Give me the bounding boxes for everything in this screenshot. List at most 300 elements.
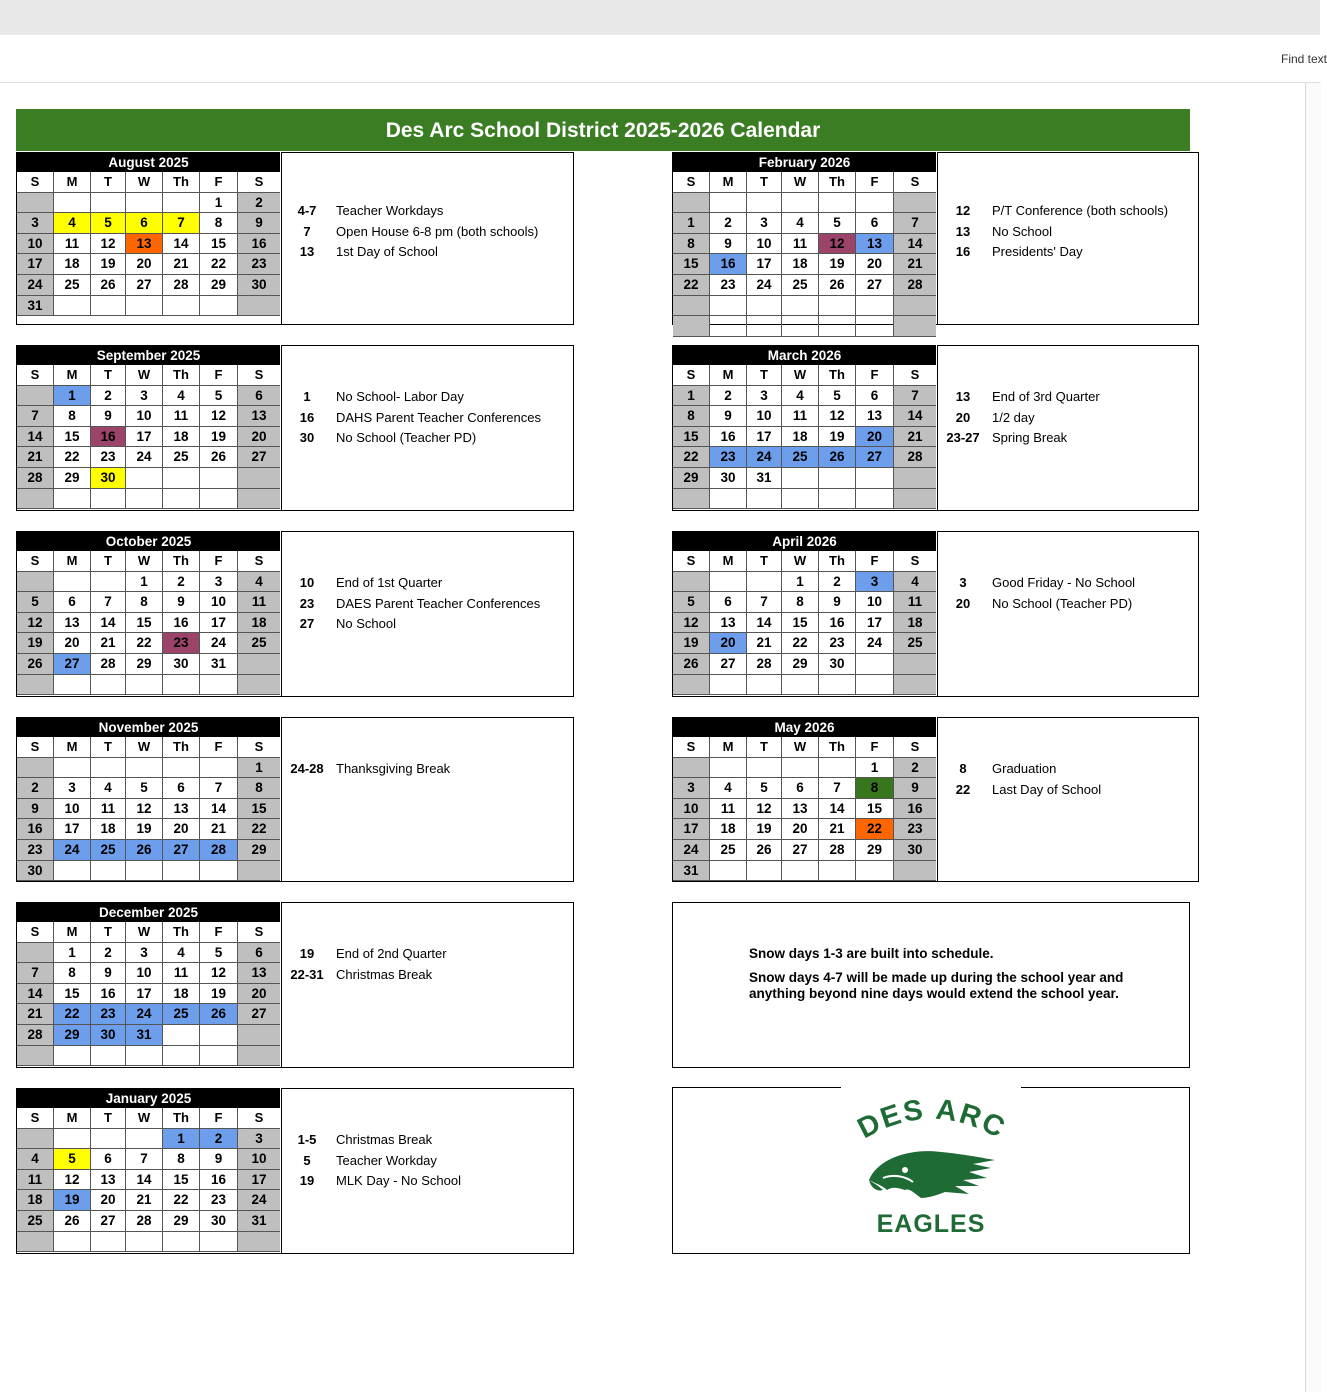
day-header: M bbox=[54, 737, 91, 758]
event-date: 16 bbox=[299, 409, 315, 425]
day-header: S bbox=[238, 365, 280, 386]
day-cell: 30 bbox=[200, 1211, 238, 1232]
day-cell: 5 bbox=[17, 592, 54, 613]
day-cell: 26 bbox=[819, 275, 856, 296]
event-row bbox=[282, 242, 573, 263]
day-cell: 11 bbox=[782, 234, 819, 255]
day-cell bbox=[126, 1046, 163, 1067]
event-description: P/T Conference (both schools) bbox=[992, 203, 1169, 218]
event-list bbox=[281, 345, 573, 510]
day-cell: 19 bbox=[747, 819, 782, 840]
event-description: No School- Labor Day bbox=[336, 389, 464, 404]
des-arc-eagles-logo bbox=[673, 1088, 1189, 1253]
day-cell bbox=[91, 1232, 126, 1253]
event-description: 1/2 day bbox=[992, 409, 1035, 425]
day-cell: 20 bbox=[856, 427, 894, 448]
day-cell: 12 bbox=[819, 406, 856, 427]
day-cell: 13 bbox=[782, 799, 819, 820]
day-cell: 25 bbox=[163, 1004, 200, 1025]
event-row bbox=[938, 594, 1198, 615]
day-cell: 31 bbox=[200, 654, 238, 675]
event-row bbox=[282, 614, 573, 635]
day-header: Th bbox=[163, 365, 200, 386]
day-cell: 22 bbox=[54, 447, 91, 468]
day-cell: 18 bbox=[894, 613, 936, 634]
day-cell bbox=[126, 861, 163, 882]
day-cell: 12 bbox=[91, 234, 126, 255]
day-cell: 18 bbox=[710, 819, 747, 840]
day-cell bbox=[710, 572, 747, 593]
day-cell bbox=[894, 861, 936, 882]
event-list bbox=[281, 902, 573, 1067]
day-cell: 7 bbox=[17, 963, 54, 984]
day-cell: 25 bbox=[710, 840, 747, 861]
day-cell: 4 bbox=[54, 213, 91, 234]
day-header: S bbox=[238, 551, 280, 572]
day-cell: 26 bbox=[200, 1004, 238, 1025]
day-cell: 2 bbox=[200, 1129, 238, 1150]
day-cell: 4 bbox=[894, 572, 936, 593]
day-header: T bbox=[747, 172, 782, 193]
day-cell: 18 bbox=[163, 984, 200, 1005]
day-cell: 13 bbox=[54, 613, 91, 634]
day-cell: 14 bbox=[17, 427, 54, 448]
day-cell bbox=[819, 193, 856, 214]
day-cell: 12 bbox=[673, 613, 710, 634]
day-header: Th bbox=[163, 551, 200, 572]
day-cell bbox=[710, 193, 747, 214]
day-cell: 16 bbox=[91, 427, 126, 448]
day-cell: 2 bbox=[238, 193, 280, 214]
day-cell: 2 bbox=[91, 943, 126, 964]
day-grid bbox=[17, 365, 280, 509]
day-cell bbox=[673, 316, 710, 337]
event-description: Graduation bbox=[992, 761, 1057, 776]
day-cell bbox=[17, 193, 54, 214]
event-row bbox=[938, 201, 1198, 222]
day-header: S bbox=[894, 551, 936, 572]
day-cell: 1 bbox=[163, 1129, 200, 1150]
day-cell: 8 bbox=[200, 213, 238, 234]
event-row bbox=[938, 780, 1198, 801]
day-cell: 28 bbox=[91, 654, 126, 675]
event-date: 20 bbox=[955, 595, 971, 611]
day-cell: 9 bbox=[91, 963, 126, 984]
day-header: Th bbox=[819, 172, 856, 193]
snow-days-note bbox=[672, 902, 1190, 1068]
day-cell: 15 bbox=[54, 984, 91, 1005]
day-cell bbox=[747, 758, 782, 779]
day-cell: 17 bbox=[126, 984, 163, 1005]
day-cell: 2 bbox=[17, 778, 54, 799]
day-header: S bbox=[894, 365, 936, 386]
day-cell: 28 bbox=[163, 275, 200, 296]
day-cell: 21 bbox=[126, 1190, 163, 1211]
day-cell: 28 bbox=[200, 840, 238, 861]
day-cell: 10 bbox=[17, 234, 54, 255]
day-cell: 27 bbox=[91, 1211, 126, 1232]
day-cell: 11 bbox=[782, 406, 819, 427]
day-cell bbox=[163, 193, 200, 214]
day-cell bbox=[126, 296, 163, 317]
day-cell bbox=[163, 468, 200, 489]
day-cell bbox=[856, 675, 894, 696]
day-cell: 13 bbox=[163, 799, 200, 820]
day-cell: 26 bbox=[54, 1211, 91, 1232]
day-cell: 27 bbox=[782, 840, 819, 861]
day-cell: 3 bbox=[747, 213, 782, 234]
month-calendar bbox=[17, 152, 280, 316]
event-list bbox=[937, 717, 1198, 881]
day-cell bbox=[126, 489, 163, 510]
day-cell: 13 bbox=[856, 234, 894, 255]
day-grid bbox=[17, 922, 280, 1066]
day-cell bbox=[856, 489, 894, 510]
day-cell: 3 bbox=[126, 386, 163, 407]
day-cell: 6 bbox=[126, 213, 163, 234]
event-description: End of 1st Quarter bbox=[336, 575, 443, 590]
day-cell: 6 bbox=[710, 592, 747, 613]
day-cell: 16 bbox=[163, 613, 200, 634]
day-cell bbox=[163, 675, 200, 696]
day-cell bbox=[91, 1129, 126, 1150]
day-cell: 7 bbox=[126, 1149, 163, 1170]
day-cell bbox=[819, 758, 856, 779]
event-description: Teacher Workday bbox=[336, 1152, 437, 1168]
day-cell: 19 bbox=[17, 633, 54, 654]
day-cell: 17 bbox=[54, 819, 91, 840]
day-cell bbox=[238, 654, 280, 675]
day-header: T bbox=[91, 365, 126, 386]
day-cell bbox=[54, 758, 91, 779]
day-cell: 3 bbox=[856, 572, 894, 593]
day-cell bbox=[782, 468, 819, 489]
day-cell: 10 bbox=[673, 799, 710, 820]
day-cell: 24 bbox=[856, 633, 894, 654]
day-cell bbox=[673, 758, 710, 779]
day-cell: 1 bbox=[54, 943, 91, 964]
event-list bbox=[281, 1088, 573, 1253]
day-cell: 6 bbox=[782, 778, 819, 799]
day-cell: 29 bbox=[200, 275, 238, 296]
day-cell bbox=[126, 1129, 163, 1150]
day-cell: 14 bbox=[747, 613, 782, 634]
day-cell: 6 bbox=[54, 592, 91, 613]
day-cell: 29 bbox=[126, 654, 163, 675]
event-row bbox=[938, 759, 1198, 780]
day-header: S bbox=[238, 1108, 280, 1129]
pdf-toolbar bbox=[0, 35, 1320, 83]
day-cell: 6 bbox=[238, 386, 280, 407]
day-cell: 27 bbox=[710, 654, 747, 675]
day-header: F bbox=[200, 365, 238, 386]
day-cell bbox=[747, 296, 782, 317]
day-cell: 28 bbox=[894, 275, 936, 296]
day-cell: 3 bbox=[54, 778, 91, 799]
day-header: T bbox=[91, 172, 126, 193]
day-cell bbox=[54, 675, 91, 696]
event-date: 19 bbox=[299, 946, 315, 961]
event-description: DAES Parent Teacher Conferences bbox=[336, 595, 541, 611]
day-cell bbox=[747, 572, 782, 593]
day-grid bbox=[17, 551, 280, 695]
day-cell bbox=[238, 1232, 280, 1253]
day-header: T bbox=[91, 551, 126, 572]
day-cell: 24 bbox=[126, 1004, 163, 1025]
day-cell: 29 bbox=[54, 468, 91, 489]
day-header: M bbox=[710, 365, 747, 386]
day-cell bbox=[238, 489, 280, 510]
vertical-scrollbar[interactable] bbox=[1305, 83, 1321, 1392]
day-cell bbox=[856, 861, 894, 882]
day-cell bbox=[782, 861, 819, 882]
day-cell: 2 bbox=[710, 386, 747, 407]
day-cell: 27 bbox=[238, 1004, 280, 1025]
day-cell: 29 bbox=[856, 840, 894, 861]
day-cell: 4 bbox=[238, 572, 280, 593]
day-cell: 12 bbox=[54, 1170, 91, 1191]
day-header: S bbox=[673, 737, 710, 758]
event-list bbox=[281, 717, 573, 881]
month-calendar bbox=[673, 152, 936, 337]
day-cell: 10 bbox=[747, 406, 782, 427]
event-row bbox=[938, 408, 1198, 429]
day-cell: 9 bbox=[238, 213, 280, 234]
day-cell bbox=[747, 675, 782, 696]
day-cell bbox=[200, 1046, 238, 1067]
day-cell: 10 bbox=[238, 1149, 280, 1170]
day-cell: 1 bbox=[673, 213, 710, 234]
day-cell: 18 bbox=[54, 254, 91, 275]
day-cell: 3 bbox=[673, 778, 710, 799]
day-cell bbox=[54, 489, 91, 510]
event-row bbox=[938, 387, 1198, 408]
day-grid bbox=[673, 737, 936, 881]
day-header: Th bbox=[163, 1108, 200, 1129]
day-header: W bbox=[126, 922, 163, 943]
day-cell bbox=[673, 296, 710, 317]
day-cell: 20 bbox=[238, 427, 280, 448]
day-cell: 25 bbox=[238, 633, 280, 654]
day-header: Th bbox=[819, 365, 856, 386]
day-header: S bbox=[894, 737, 936, 758]
day-cell bbox=[163, 489, 200, 510]
day-header: S bbox=[17, 551, 54, 572]
day-cell: 10 bbox=[200, 592, 238, 613]
month-title: December 2025 bbox=[17, 902, 280, 922]
day-header: S bbox=[238, 922, 280, 943]
day-cell: 22 bbox=[856, 819, 894, 840]
day-cell bbox=[200, 861, 238, 882]
day-header: W bbox=[782, 365, 819, 386]
day-cell: 14 bbox=[17, 984, 54, 1005]
day-cell: 28 bbox=[747, 654, 782, 675]
day-cell: 8 bbox=[54, 406, 91, 427]
day-header: Th bbox=[819, 737, 856, 758]
day-cell: 29 bbox=[163, 1211, 200, 1232]
day-cell: 10 bbox=[747, 234, 782, 255]
day-cell bbox=[894, 654, 936, 675]
day-cell: 31 bbox=[238, 1211, 280, 1232]
day-cell: 30 bbox=[17, 861, 54, 882]
day-cell bbox=[782, 758, 819, 779]
day-cell bbox=[163, 1025, 200, 1046]
day-cell bbox=[17, 386, 54, 407]
event-row bbox=[282, 1130, 573, 1151]
event-description: Spring Break bbox=[992, 430, 1068, 446]
day-cell: 30 bbox=[91, 468, 126, 489]
event-date: 8 bbox=[959, 761, 967, 776]
month-calendar bbox=[673, 531, 936, 695]
day-cell: 10 bbox=[126, 963, 163, 984]
day-cell: 14 bbox=[200, 799, 238, 820]
day-cell: 1 bbox=[673, 386, 710, 407]
day-cell bbox=[894, 296, 936, 317]
event-date: 30 bbox=[299, 430, 315, 446]
day-header: F bbox=[200, 922, 238, 943]
event-list bbox=[937, 152, 1198, 324]
day-header: S bbox=[17, 922, 54, 943]
day-cell: 16 bbox=[819, 613, 856, 634]
day-cell: 7 bbox=[894, 213, 936, 234]
logo-bottom-text: EAGLES bbox=[876, 1210, 986, 1238]
day-cell: 29 bbox=[238, 840, 280, 861]
day-cell: 21 bbox=[163, 254, 200, 275]
day-cell: 5 bbox=[819, 213, 856, 234]
day-cell: 31 bbox=[126, 1025, 163, 1046]
event-date: 20 bbox=[955, 409, 971, 425]
day-cell: 23 bbox=[238, 254, 280, 275]
day-cell: 16 bbox=[200, 1170, 238, 1191]
day-cell bbox=[673, 572, 710, 593]
month-block bbox=[672, 717, 1199, 882]
day-header: W bbox=[782, 551, 819, 572]
day-cell: 19 bbox=[819, 427, 856, 448]
month-calendar bbox=[17, 902, 280, 1066]
day-cell bbox=[91, 861, 126, 882]
day-cell: 19 bbox=[819, 254, 856, 275]
month-block bbox=[672, 152, 1199, 325]
day-cell bbox=[91, 758, 126, 779]
event-date: 5 bbox=[303, 1152, 311, 1168]
day-cell: 17 bbox=[747, 254, 782, 275]
event-date: 10 bbox=[299, 575, 315, 590]
day-header: T bbox=[747, 737, 782, 758]
month-title: October 2025 bbox=[17, 531, 280, 551]
day-cell bbox=[238, 1046, 280, 1067]
day-cell bbox=[200, 675, 238, 696]
day-cell: 13 bbox=[238, 406, 280, 427]
day-cell: 11 bbox=[91, 799, 126, 820]
event-description: No School bbox=[336, 616, 396, 632]
day-cell: 30 bbox=[238, 275, 280, 296]
day-cell bbox=[17, 1232, 54, 1253]
day-cell: 13 bbox=[126, 234, 163, 255]
day-header: M bbox=[54, 922, 91, 943]
day-cell: 19 bbox=[126, 819, 163, 840]
day-cell: 27 bbox=[238, 447, 280, 468]
event-row bbox=[282, 759, 573, 780]
note-line-1: Snow days 1-3 are built into schedule. bbox=[749, 946, 994, 961]
day-header: Th bbox=[163, 922, 200, 943]
day-cell: 19 bbox=[91, 254, 126, 275]
day-cell: 8 bbox=[673, 406, 710, 427]
day-cell bbox=[17, 489, 54, 510]
day-cell: 14 bbox=[819, 799, 856, 820]
day-cell: 14 bbox=[894, 406, 936, 427]
day-header: W bbox=[782, 737, 819, 758]
day-cell: 15 bbox=[856, 799, 894, 820]
day-cell: 11 bbox=[163, 406, 200, 427]
day-cell: 17 bbox=[200, 613, 238, 634]
day-cell: 24 bbox=[17, 275, 54, 296]
day-cell bbox=[200, 296, 238, 317]
month-block bbox=[672, 345, 1199, 511]
event-description: End of 2nd Quarter bbox=[336, 946, 447, 961]
day-header: T bbox=[747, 551, 782, 572]
day-cell bbox=[126, 675, 163, 696]
day-cell: 25 bbox=[782, 275, 819, 296]
day-header: W bbox=[126, 551, 163, 572]
month-calendar bbox=[17, 345, 280, 509]
day-cell: 14 bbox=[894, 234, 936, 255]
day-cell bbox=[747, 489, 782, 510]
day-cell: 18 bbox=[17, 1190, 54, 1211]
day-cell bbox=[200, 758, 238, 779]
day-header: S bbox=[673, 365, 710, 386]
day-cell bbox=[819, 296, 856, 317]
day-header: S bbox=[17, 365, 54, 386]
day-cell: 29 bbox=[782, 654, 819, 675]
day-cell bbox=[673, 489, 710, 510]
day-cell: 18 bbox=[782, 254, 819, 275]
find-text-input[interactable]: Find text bbox=[1281, 52, 1327, 66]
day-cell: 29 bbox=[54, 1025, 91, 1046]
day-cell: 25 bbox=[163, 447, 200, 468]
day-header: S bbox=[17, 737, 54, 758]
day-cell: 23 bbox=[91, 447, 126, 468]
event-row bbox=[282, 944, 573, 965]
day-cell bbox=[54, 572, 91, 593]
day-cell: 17 bbox=[747, 427, 782, 448]
day-cell: 1 bbox=[200, 193, 238, 214]
day-cell: 25 bbox=[54, 275, 91, 296]
day-cell: 15 bbox=[673, 254, 710, 275]
event-row bbox=[282, 1171, 573, 1192]
day-cell bbox=[238, 296, 280, 317]
event-date: 7 bbox=[303, 223, 311, 239]
day-cell: 6 bbox=[163, 778, 200, 799]
day-cell: 9 bbox=[17, 799, 54, 820]
day-cell: 20 bbox=[856, 254, 894, 275]
day-cell: 16 bbox=[710, 427, 747, 448]
day-cell: 15 bbox=[200, 234, 238, 255]
day-cell bbox=[91, 296, 126, 317]
day-cell: 9 bbox=[200, 1149, 238, 1170]
event-list bbox=[281, 152, 573, 324]
day-cell: 17 bbox=[856, 613, 894, 634]
day-cell: 23 bbox=[17, 840, 54, 861]
day-cell bbox=[238, 1025, 280, 1046]
event-date: 13 bbox=[955, 223, 971, 239]
day-cell bbox=[163, 1046, 200, 1067]
day-cell: 3 bbox=[126, 943, 163, 964]
day-cell bbox=[673, 193, 710, 214]
day-cell: 22 bbox=[673, 275, 710, 296]
day-cell bbox=[54, 296, 91, 317]
day-cell bbox=[91, 1046, 126, 1067]
day-header: W bbox=[126, 365, 163, 386]
